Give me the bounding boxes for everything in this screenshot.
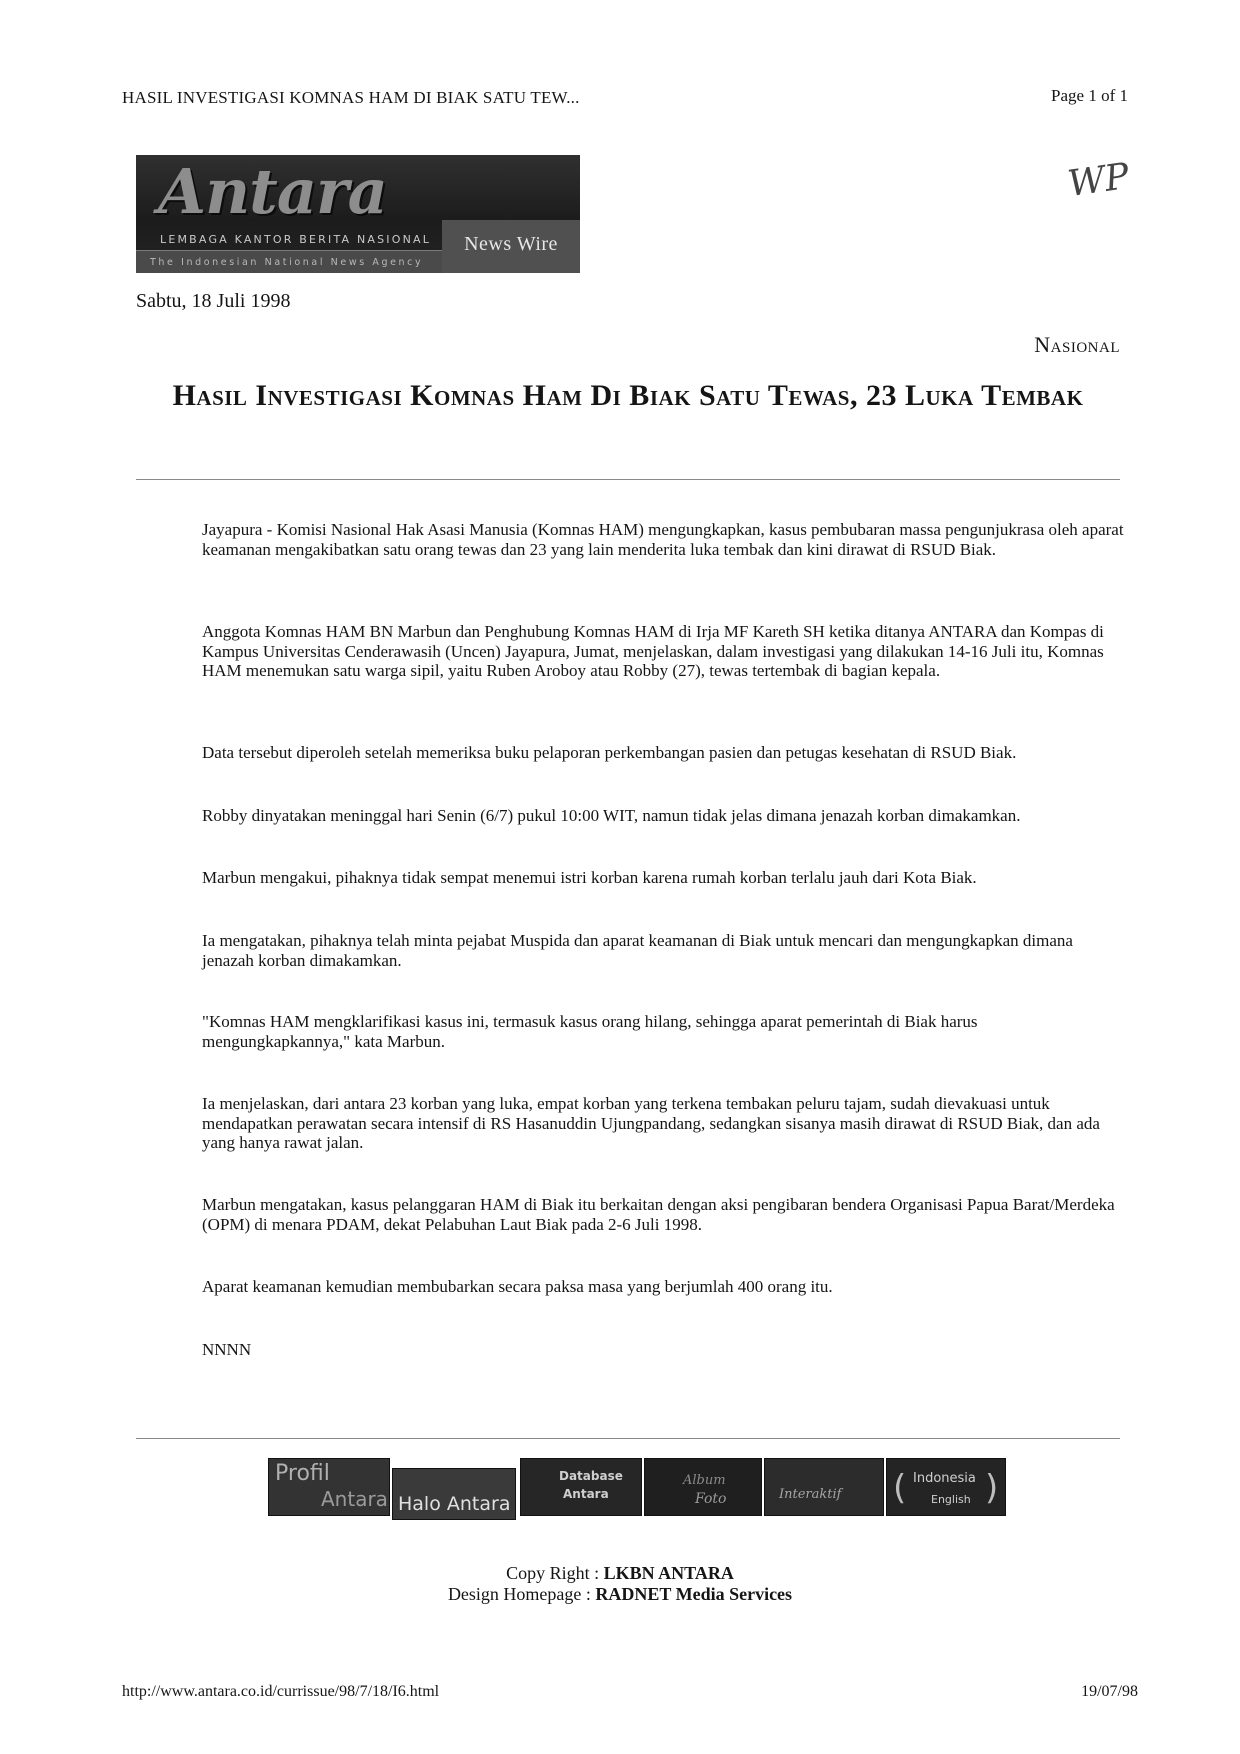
article-headline: Hasil Investigasi Komnas Ham Di Biak Satu Tewas, 23 Luka Tembak	[172, 379, 1084, 412]
nav-halo-label: Halo Antara	[398, 1493, 511, 1515]
nav-lang-sublabel: English	[931, 1493, 971, 1506]
print-date: 19/07/98	[1081, 1683, 1138, 1700]
design-credit-label: Design Homepage :	[447, 1584, 596, 1604]
nav-language-toggle-button[interactable]	[886, 1458, 1006, 1516]
article-date: Sabtu, 18 Juli 1998	[136, 290, 291, 312]
nav-database-label: Database	[559, 1469, 623, 1483]
nav-profil-sublabel: Antara	[321, 1487, 388, 1511]
handwritten-initials: WP	[1065, 155, 1132, 206]
divider-top	[136, 479, 1120, 480]
bracket-left-icon: (	[893, 1468, 907, 1508]
masthead-subtitle: The Indonesian National News Agency	[136, 250, 580, 273]
bracket-right-icon: )	[985, 1468, 999, 1508]
article-paragraph-10: Aparat keamanan kemudian membubarkan secara paksa masa yang berjumlah 400 orang itu.	[202, 1277, 833, 1296]
article-paragraph-2: Anggota Komnas HAM BN Marbun dan Penghubung Komnas HAM di Irja MF Kareth SH ketika ditanya ANTARA dan Kompas di Kampus Universitas Cenderawasih (Uncen) Jayapura, Jumat, menjelaskan, dalam investigasi yang dilakukan 14-16 Juli itu, Komnas HAM menemukan satu warga sipil, yaitu Ruben Aroboy atau Robby (27), tewas tertembak di bagian kepala.	[202, 622, 1104, 680]
article-paragraph-3: Data tersebut diperoleh setelah memeriksa buku pelaporan perkembangan pasien dan petugas kesehatan di RSUD Biak.	[202, 743, 1017, 762]
masthead-tagline: LEMBAGA KANTOR BERITA NASIONAL	[160, 233, 432, 246]
nav-interaktif-button[interactable]	[764, 1458, 884, 1516]
news-wire-badge: News Wire	[442, 220, 580, 273]
nav-database-antara-button[interactable]	[520, 1458, 642, 1516]
nav-lang-label: Indonesia	[913, 1471, 976, 1486]
article-paragraph-5: Marbun mengakui, pihaknya tidak sempat menemui istri korban karena rumah korban terlalu jauh dari Kota Biak.	[202, 868, 977, 887]
nav-foto-sublabel: Foto	[695, 1491, 727, 1507]
design-credit-owner: RADNET Media Services	[595, 1584, 793, 1604]
nav-album-foto-button[interactable]	[644, 1458, 762, 1516]
antara-masthead-banner[interactable]	[136, 155, 580, 273]
nav-profil-antara-button[interactable]	[268, 1458, 390, 1516]
article-paragraph-8: Ia menjelaskan, dari antara 23 korban yang luka, empat korban yang terkena tembakan peluru tajam, sudah dievakuasi untuk mendapatkan perawatan secara intensif di RS Hasanuddin Ujungpandang, sedangkan sisanya masih dirawat di RSUD Biak, dan ada yang hanya rawat jalan.	[202, 1094, 1100, 1152]
article-paragraph-6: Ia mengatakan, pihaknya telah minta pejabat Muspida dan aparat keamanan di Biak untuk mencari dan mengungkapkan dimana jenazah korban dimakamkan.	[202, 931, 1073, 970]
section-label: Nasional	[1034, 332, 1120, 357]
article-paragraph-1: Jayapura - Komisi Nasional Hak Asasi Manusia (Komnas HAM) mengungkapkan, kasus pembubaran massa pengunjukrasa oleh aparat keamanan mengakibatkan satu orang tewas dan 23 yang lain menderita luka tembak dan kini dirawat di RSUD Biak.	[202, 520, 1124, 559]
design-credit-line	[0, 1584, 1240, 1605]
nav-database-sublabel: Antara	[563, 1487, 609, 1501]
article-paragraph-4: Robby dinyatakan meninggal hari Senin (6/7) pukul 10:00 WIT, namun tidak jelas dimana jenazah korban dimakamkan.	[202, 806, 1021, 825]
divider-bottom	[136, 1438, 1120, 1439]
antara-logo: Antara	[158, 155, 387, 228]
article-paragraph-9: Marbun mengatakan, kasus pelanggaran HAM di Biak itu berkaitan dengan aksi pengibaran bendera Organisasi Papua Barat/Merdeka (OPM) di menara PDAM, dekat Pelabuhan Laut Biak pada 2-6 Juli 1998.	[202, 1195, 1115, 1234]
article-signoff: NNNN	[202, 1340, 252, 1359]
nav-interaktif-label: Interaktif	[779, 1487, 842, 1502]
copyright-line	[0, 1563, 1240, 1584]
nav-profil-label: Profil	[275, 1461, 330, 1486]
page-url: http://www.antara.co.id/currissue/98/7/18/I6.html	[122, 1683, 440, 1700]
nav-halo-antara-button[interactable]	[392, 1468, 516, 1520]
copyright-label: Copy Right :	[506, 1563, 604, 1583]
print-page-title: HASIL INVESTIGASI KOMNAS HAM DI BIAK SATU TEW...	[122, 88, 580, 107]
copyright-owner: LKBN ANTARA	[603, 1563, 734, 1583]
nav-foto-label: Album	[683, 1473, 726, 1488]
article-paragraph-7: "Komnas HAM mengklarifikasi kasus ini, termasuk kasus orang hilang, sehingga aparat pemerintah di Biak harus mengungkapkannya," kata Marbun.	[202, 1012, 978, 1051]
page-number: Page 1 of 1	[1051, 86, 1128, 105]
